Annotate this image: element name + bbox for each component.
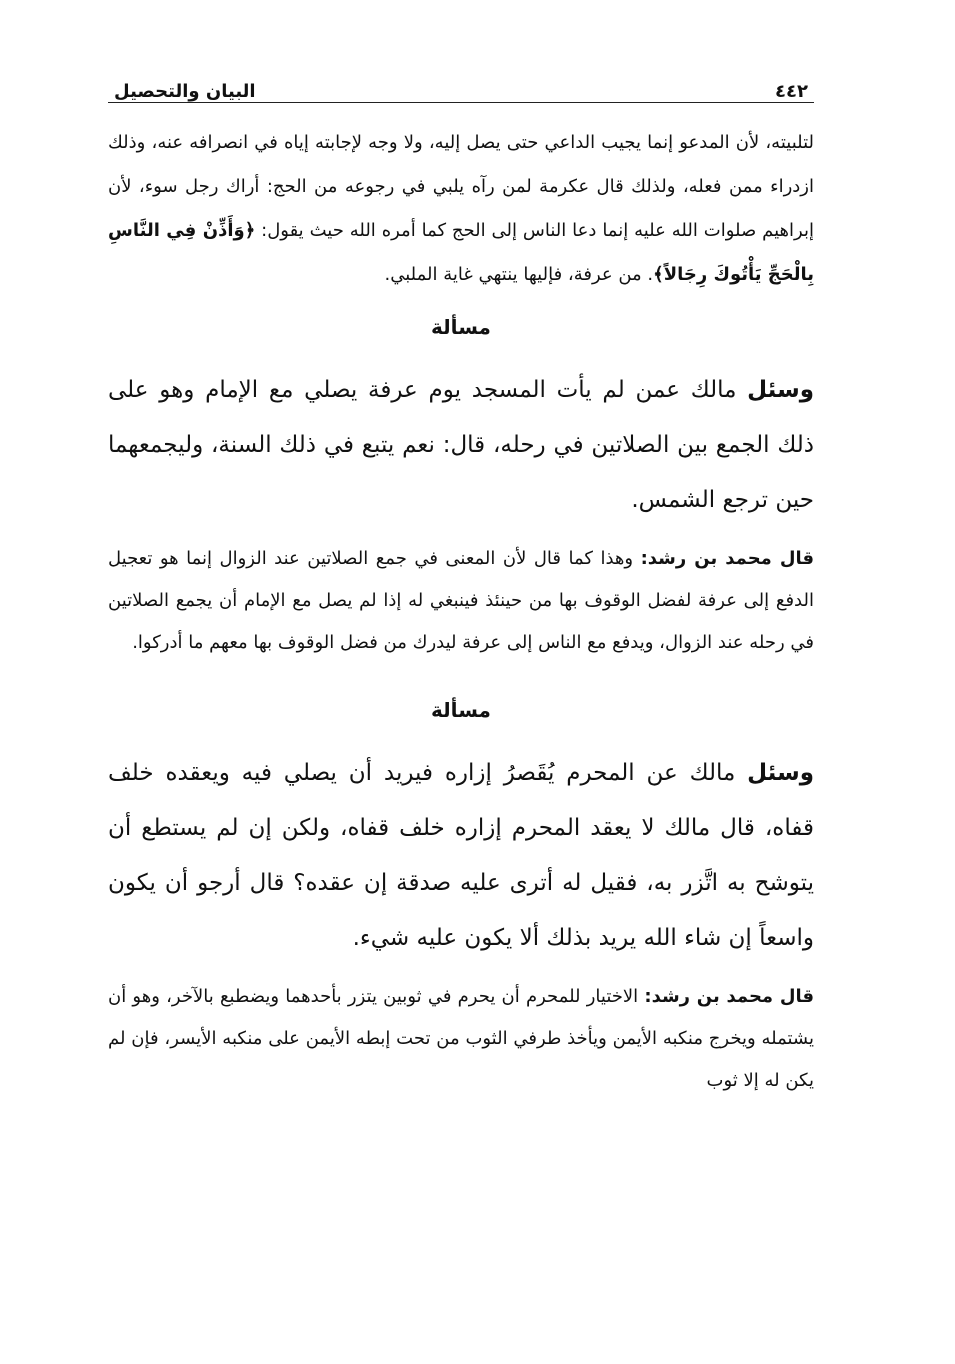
question-text-2: مالك عن المحرم يُقَصرُ إزاره فيريد أن يصلي فيه ويعقده خلف قفاه، قال مالك لا يعقد المحرم إزاره خلف قفاه، ولكن إن لم يستطع أن يتوشح به اتَّزر به، فقيل له أترى عليه صدقة إن عقده؟ قال أرجو أن يكون واسعاً إن شاء الله يريد بذلك ألا يكون عليه شيء. <box>108 760 814 951</box>
answer-lead-2: قال محمد بن رشد: <box>644 986 814 1007</box>
book-title: البيان والتحصيل <box>114 81 256 102</box>
answer-text-1: وهذا كما قال لأن المعنى في جمع الصلاتين عند الزوال إنما هو تعجيل الدفع إلى عرفة لفضل الوقوف بها من حينئذ فينبغي له إذا لم يصل مع الإمام أن يجمع الصلاتين في رحله عند الزوال، ويدفع مع الناس إلى عرفة ليدرك من فضل الوقوف بها معهم ما أدركوا. <box>108 548 814 653</box>
answer-paragraph-1 <box>108 538 814 664</box>
page-header <box>108 62 814 103</box>
question-text-1: مالك عمن لم يأت المسجد يوم عرفة يصلي مع الإمام وهو على ذلك الجمع بين الصلاتين في رحله، قال: نعم يتبع في ذلك السنة، وليجمعهما حين ترجع الشمس. <box>108 377 814 513</box>
intro-text-before: لتلبيته، لأن المدعو إنما يجيب الداعي حتى يصل إليه، ولا وجه لإجابته إياه في انصرافه عنه، وذلك ازدراء ممن فعله، ولذلك قال عكرمة لمن رآه يلبي في رجوعه من الحج: أراك رجل سوء، لأن إبراهيم صلوات الله عليه إنما دعا الناس إلى الحج كما أمره الله حيث يقول: <box>108 132 814 241</box>
question-paragraph-1 <box>108 363 814 528</box>
question-lead-2: وسئل <box>747 760 814 786</box>
answer-paragraph-2 <box>108 976 814 1102</box>
question-paragraph-2 <box>108 746 814 966</box>
answer-text-2: الاختيار للمحرم أن يحرم في ثوبين يتزر بأحدهما ويضطبع بالآخر، وهو أن يشتمله ويخرج منكبه الأيمن ويأخذ طرفي الثوب من تحت إبطه الأيمن على منكبه الأيسر، فإن لم يكن له إلا ثوب <box>108 986 814 1091</box>
question-lead-1: وسئل <box>747 377 814 403</box>
intro-text-after: . من عرفة، فإليها ينتهي غاية الملبي. <box>384 264 654 285</box>
issue-heading-2: مسألة <box>431 698 491 722</box>
answer-lead-1: قال محمد بن رشد: <box>640 548 814 569</box>
intro-paragraph <box>108 121 814 297</box>
page-number: ٤٤٢ <box>775 81 808 102</box>
issue-heading-1: مسألة <box>431 315 491 339</box>
quran-verse: ﴿وَأَذِّنْ فِي النَّاسِ بِالْحَجِّ يَأْتُوكَ رِجَالاً﴾ <box>108 220 814 285</box>
document-page <box>108 62 814 1126</box>
